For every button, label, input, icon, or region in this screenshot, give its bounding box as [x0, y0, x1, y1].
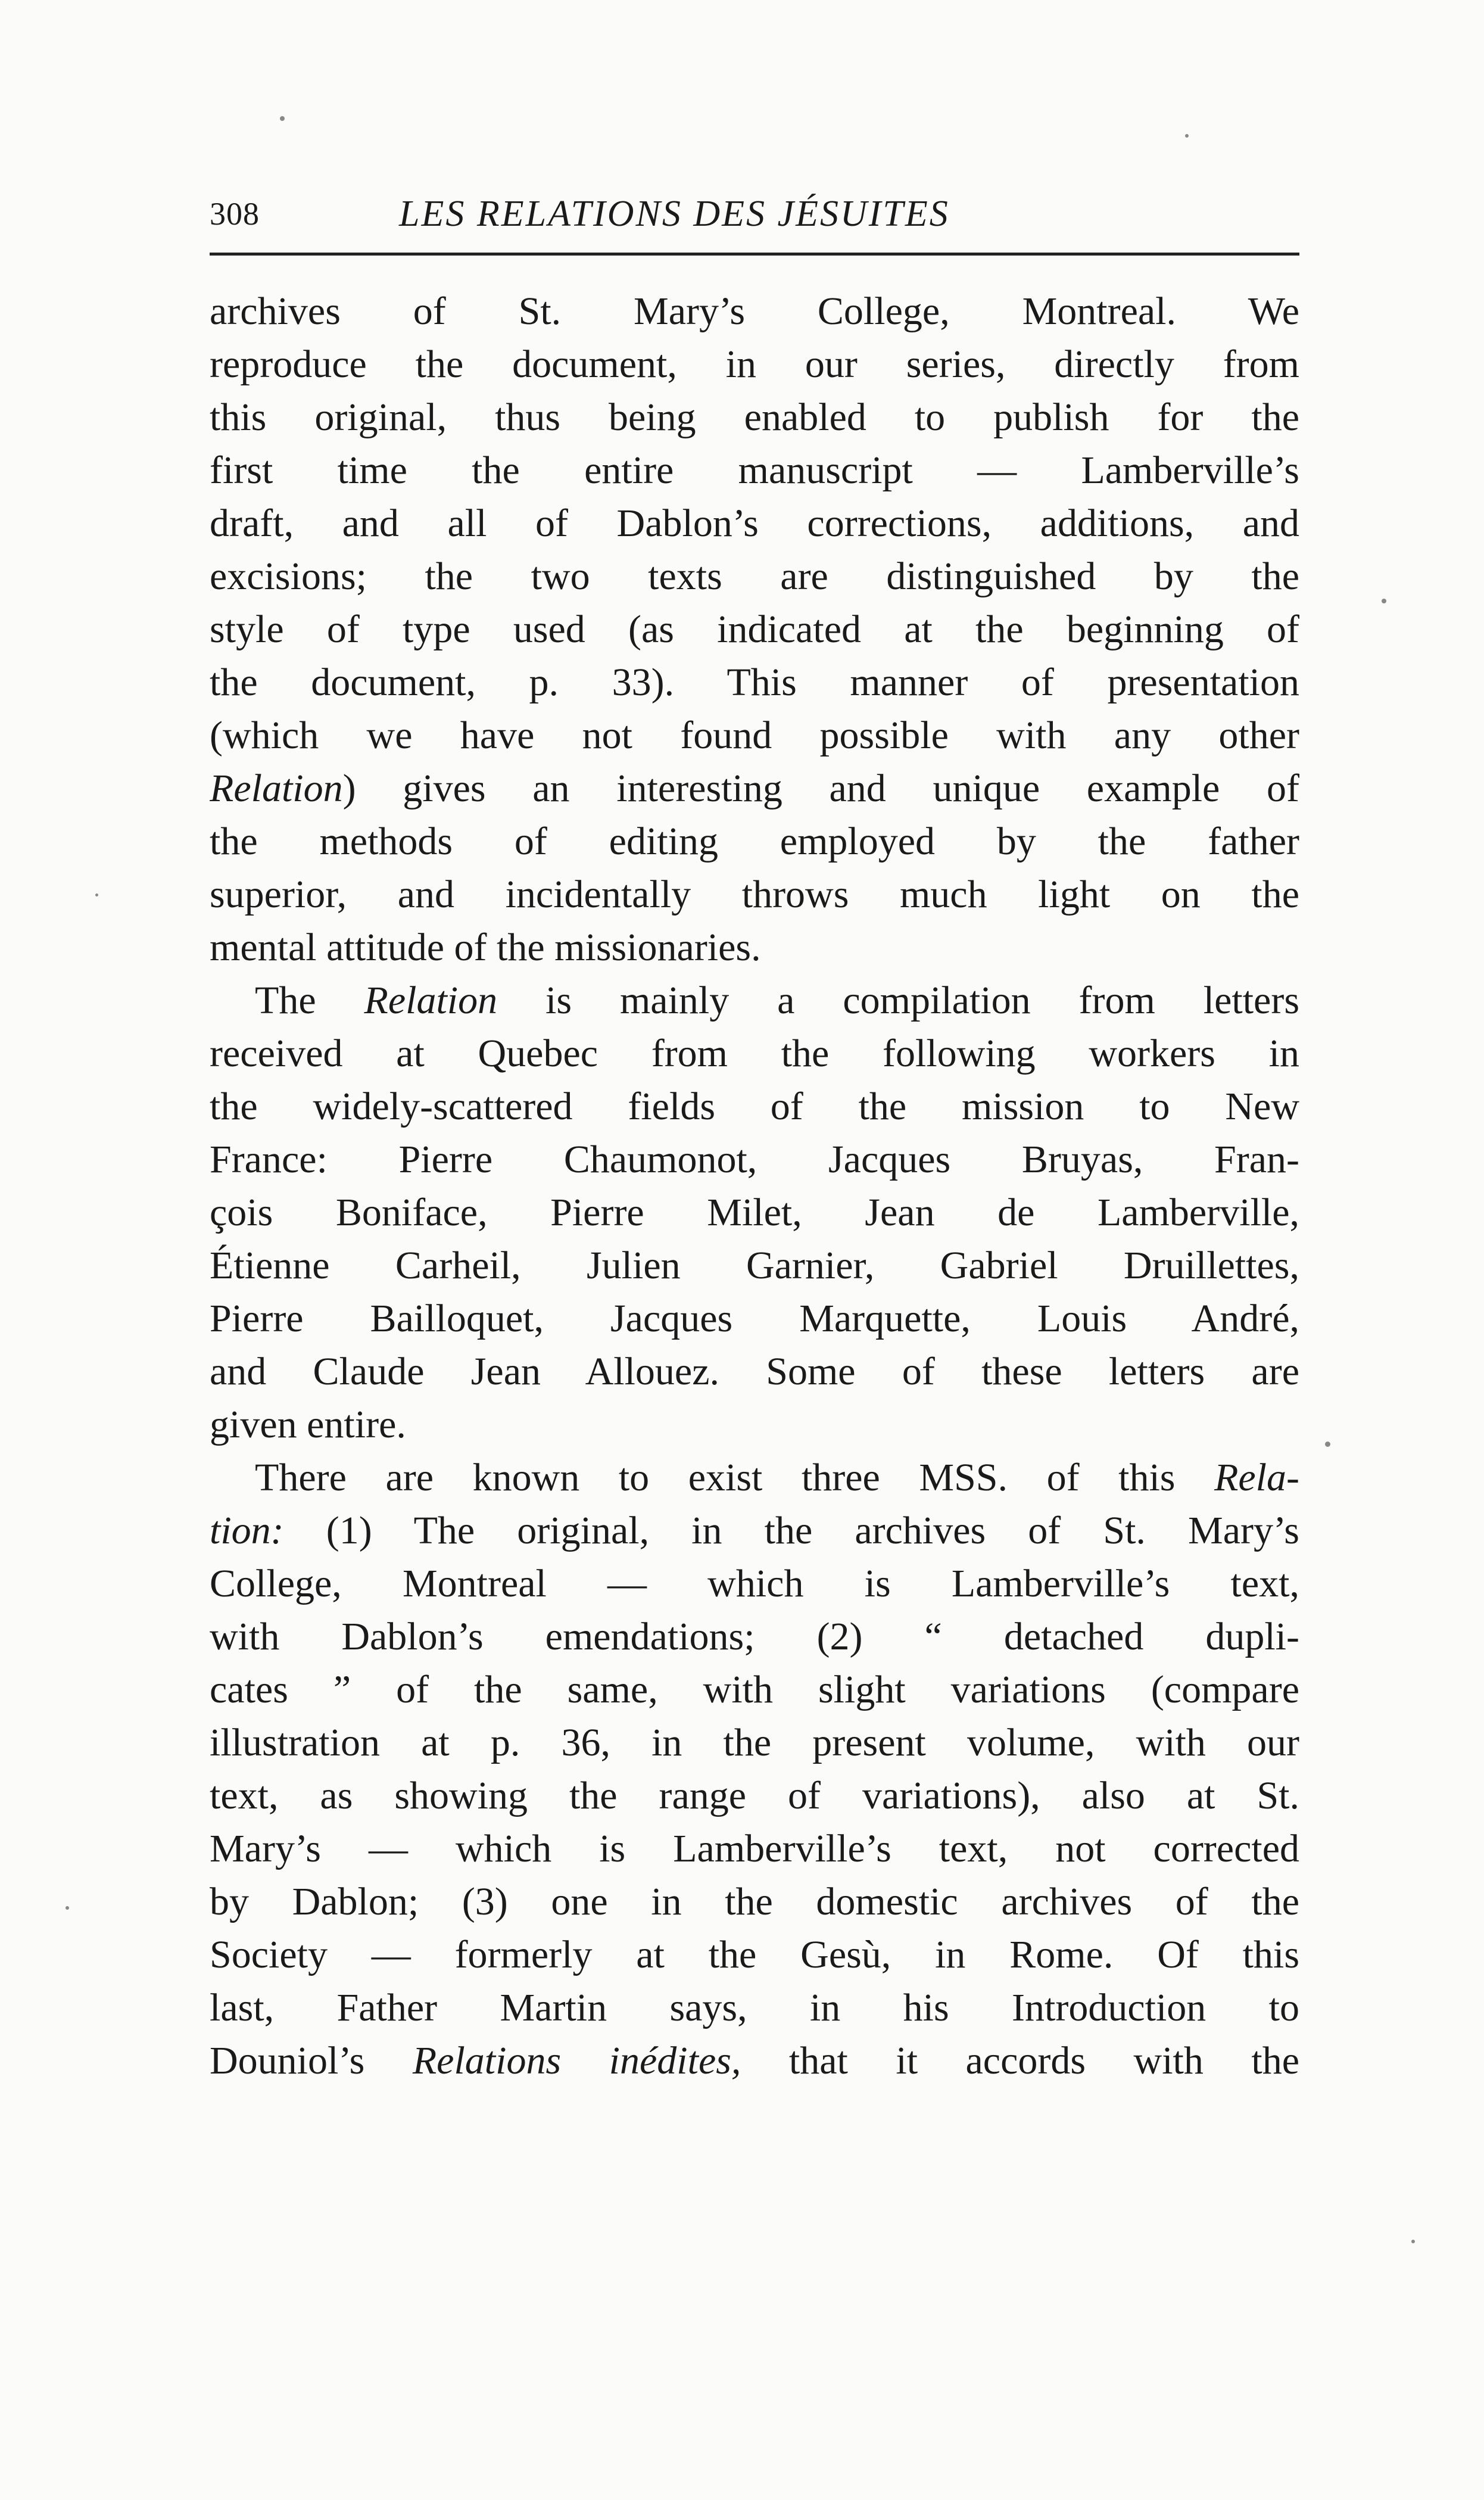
italic-title: tion:	[210, 1509, 284, 1552]
paragraph-2	[210, 974, 1299, 1451]
text-line: with Dablon’s emendations; (2) “ detached dupli-	[210, 1615, 1299, 1658]
text-run: ) gives an interesting and unique example of	[342, 767, 1299, 810]
text-line: cates ” of the same, with slight variations (compare	[210, 1668, 1299, 1711]
scan-speck	[1325, 1442, 1330, 1447]
text-line: archives of St. Mary’s College, Montreal. We	[210, 289, 1299, 333]
text-line: the methods of editing employed by the father	[210, 820, 1299, 863]
scan-speck	[95, 893, 98, 896]
italic-title: Relations inédites,	[412, 2039, 741, 2082]
text-run: Douniol’s	[210, 2039, 413, 2082]
text-line: given entire.	[210, 1403, 406, 1446]
text-line: (which we have not found possible with any other	[210, 714, 1299, 757]
text-line	[210, 1451, 1299, 1504]
text-line: the widely-scattered fields of the mission to New	[210, 1085, 1299, 1128]
text-line: style of type used (as indicated at the beginning of	[210, 608, 1299, 651]
text-run: There are known to exist three MSS. of this	[255, 1456, 1215, 1499]
text-line	[210, 1504, 1299, 1557]
text-line: College, Montreal — which is Lamberville’s text,	[210, 1562, 1299, 1605]
running-head	[210, 191, 1299, 244]
italic-title: Relation	[210, 767, 343, 810]
header-rule	[210, 253, 1299, 256]
text-line	[210, 762, 1299, 815]
text-line: Society — formerly at the Gesù, in Rome. Of this	[210, 1933, 1299, 1976]
text-line: Pierre Bailloquet, Jacques Marquette, Louis André,	[210, 1297, 1299, 1340]
scan-speck	[1382, 599, 1386, 603]
scan-speck	[1185, 134, 1189, 138]
body-text	[210, 285, 1299, 2087]
text-run: that it accords with the	[741, 2039, 1299, 2082]
text-line	[210, 974, 1299, 1027]
text-run: is mainly a compilation from letters	[497, 979, 1299, 1022]
text-line: first time the entire manuscript — Lamberville’s	[210, 449, 1299, 492]
text-line	[210, 2034, 1299, 2087]
text-line: superior, and incidentally throws much light on the	[210, 873, 1299, 916]
text-line: illustration at p. 36, in the present volume, with our	[210, 1721, 1299, 1764]
scan-speck	[280, 116, 285, 121]
text-line: this original, thus being enabled to publish for the	[210, 396, 1299, 439]
text-line: last, Father Martin says, in his Introduction to	[210, 1986, 1299, 2029]
page-number: 308	[210, 196, 260, 232]
text-line: excisions; the two texts are distinguished by the	[210, 555, 1299, 598]
text-line: text, as showing the range of variations), also at St.	[210, 1774, 1299, 1817]
text-line: France: Pierre Chaumonot, Jacques Bruyas, Fran-	[210, 1138, 1299, 1181]
paragraph-3	[210, 1451, 1299, 2087]
text-line: çois Boniface, Pierre Milet, Jean de Lamberville,	[210, 1191, 1299, 1234]
text-line: Étienne Carheil, Julien Garnier, Gabriel Druillettes,	[210, 1244, 1299, 1287]
text-line: the document, p. 33). This manner of presentation	[210, 661, 1299, 704]
text-line: and Claude Jean Allouez. Some of these letters are	[210, 1350, 1299, 1393]
text-line: mental attitude of the missionaries.	[210, 926, 761, 969]
italic-title: Rela-	[1214, 1456, 1299, 1499]
scan-speck	[1411, 2240, 1415, 2243]
text-line: received at Quebec from the following workers in	[210, 1032, 1299, 1075]
text-line: Mary’s — which is Lamberville’s text, not corrected	[210, 1827, 1299, 1870]
text-line: reproduce the document, in our series, directly from	[210, 343, 1299, 386]
text-line: by Dablon; (3) one in the domestic archives of the	[210, 1880, 1299, 1923]
paragraph-1	[210, 285, 1299, 974]
text-run: (1) The original, in the archives of St. Mary’s	[283, 1509, 1299, 1552]
text-run: The	[255, 979, 364, 1022]
running-title: LES RELATIONS DES JÉSUITES	[399, 194, 950, 234]
text-line: draft, and all of Dablon’s corrections, additions, and	[210, 502, 1299, 545]
scan-speck	[66, 1906, 69, 1910]
italic-title: Relation	[364, 979, 498, 1022]
